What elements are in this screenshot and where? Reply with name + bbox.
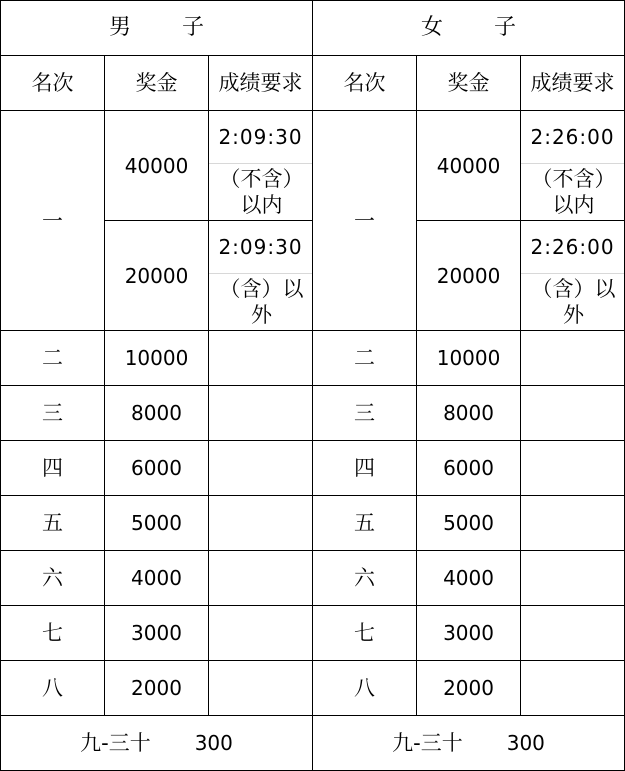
men-requirement — [209, 661, 313, 716]
men-rank: 五 — [1, 496, 105, 551]
women-requirement — [521, 441, 625, 496]
men-prize: 4000 — [105, 551, 209, 606]
women-first-rank: 一 — [313, 111, 417, 331]
women-rank: 六 — [313, 551, 417, 606]
women-prize: 6000 — [417, 441, 521, 496]
women-prize: 5000 — [417, 496, 521, 551]
men-first-tier-1-note: （不含）以内 — [219, 167, 304, 217]
women-requirement-header: 成绩要求 — [521, 56, 625, 111]
men-requirement-header: 成绩要求 — [209, 56, 313, 111]
women-rank: 三 — [313, 386, 417, 441]
men-rank: 八 — [1, 661, 105, 716]
women-first-tier-1-requirement — [521, 111, 625, 221]
women-rank: 七 — [313, 606, 417, 661]
men-rank: 二 — [1, 331, 105, 386]
men-prize: 3000 — [105, 606, 209, 661]
men-requirement — [209, 606, 313, 661]
women-prize: 10000 — [417, 331, 521, 386]
men-first-tier-2-requirement — [209, 221, 313, 331]
women-first-tier-1-time: 2:26:00 — [521, 111, 624, 164]
women-requirement — [521, 386, 625, 441]
men-requirement — [209, 331, 313, 386]
women-rank: 四 — [313, 441, 417, 496]
men-footer-prize: 300 — [194, 731, 233, 755]
men-rank: 六 — [1, 551, 105, 606]
men-first-tier-1-time: 2:09:30 — [209, 111, 312, 164]
women-rank: 二 — [313, 331, 417, 386]
table-row — [1, 496, 625, 551]
women-first-tier-2-time: 2:26:00 — [521, 221, 624, 274]
men-rank: 四 — [1, 441, 105, 496]
men-footer — [1, 716, 313, 771]
women-prize: 3000 — [417, 606, 521, 661]
women-requirement — [521, 551, 625, 606]
women-rank: 五 — [313, 496, 417, 551]
women-first-tier-2-prize: 20000 — [417, 221, 521, 331]
women-prize: 4000 — [417, 551, 521, 606]
women-requirement — [521, 661, 625, 716]
table-row — [1, 606, 625, 661]
women-first-tier-2-requirement — [521, 221, 625, 331]
men-first-tier-2-time: 2:09:30 — [209, 221, 312, 274]
women-prize: 2000 — [417, 661, 521, 716]
women-rank: 八 — [313, 661, 417, 716]
men-rank-header: 名次 — [1, 56, 105, 111]
women-header: 女 子 — [313, 1, 625, 56]
women-rank-header: 名次 — [313, 56, 417, 111]
men-requirement — [209, 441, 313, 496]
first-place-tier-1-row — [1, 111, 625, 221]
men-rank: 三 — [1, 386, 105, 441]
gender-header-row — [1, 1, 625, 56]
table-row — [1, 551, 625, 606]
women-requirement — [521, 496, 625, 551]
men-prize: 6000 — [105, 441, 209, 496]
men-header: 男 子 — [1, 1, 313, 56]
men-first-rank: 一 — [1, 111, 105, 331]
men-requirement — [209, 551, 313, 606]
men-first-tier-1-prize: 40000 — [105, 111, 209, 221]
men-prize: 2000 — [105, 661, 209, 716]
men-first-tier-2-prize: 20000 — [105, 221, 209, 331]
table-row — [1, 386, 625, 441]
men-prize: 5000 — [105, 496, 209, 551]
column-header-row — [1, 56, 625, 111]
men-requirement — [209, 386, 313, 441]
table-row — [1, 441, 625, 496]
women-first-tier-2-note: （含）以外 — [531, 277, 616, 327]
women-prize: 8000 — [417, 386, 521, 441]
women-requirement — [521, 331, 625, 386]
women-footer-rank: 九-三十 — [392, 731, 463, 755]
women-first-tier-1-note: （不含）以内 — [531, 167, 616, 217]
women-prize-header: 奖金 — [417, 56, 521, 111]
women-footer — [313, 716, 625, 771]
footer-row — [1, 716, 625, 771]
men-prize: 10000 — [105, 331, 209, 386]
women-footer-prize: 300 — [506, 731, 545, 755]
women-requirement — [521, 606, 625, 661]
women-first-tier-1-prize: 40000 — [417, 111, 521, 221]
men-first-tier-1-requirement — [209, 111, 313, 221]
table-row — [1, 331, 625, 386]
men-rank: 七 — [1, 606, 105, 661]
men-first-tier-2-note: （含）以外 — [219, 277, 304, 327]
men-requirement — [209, 496, 313, 551]
table-row — [1, 661, 625, 716]
men-prize: 8000 — [105, 386, 209, 441]
men-prize-header: 奖金 — [105, 56, 209, 111]
men-footer-rank: 九-三十 — [80, 731, 151, 755]
